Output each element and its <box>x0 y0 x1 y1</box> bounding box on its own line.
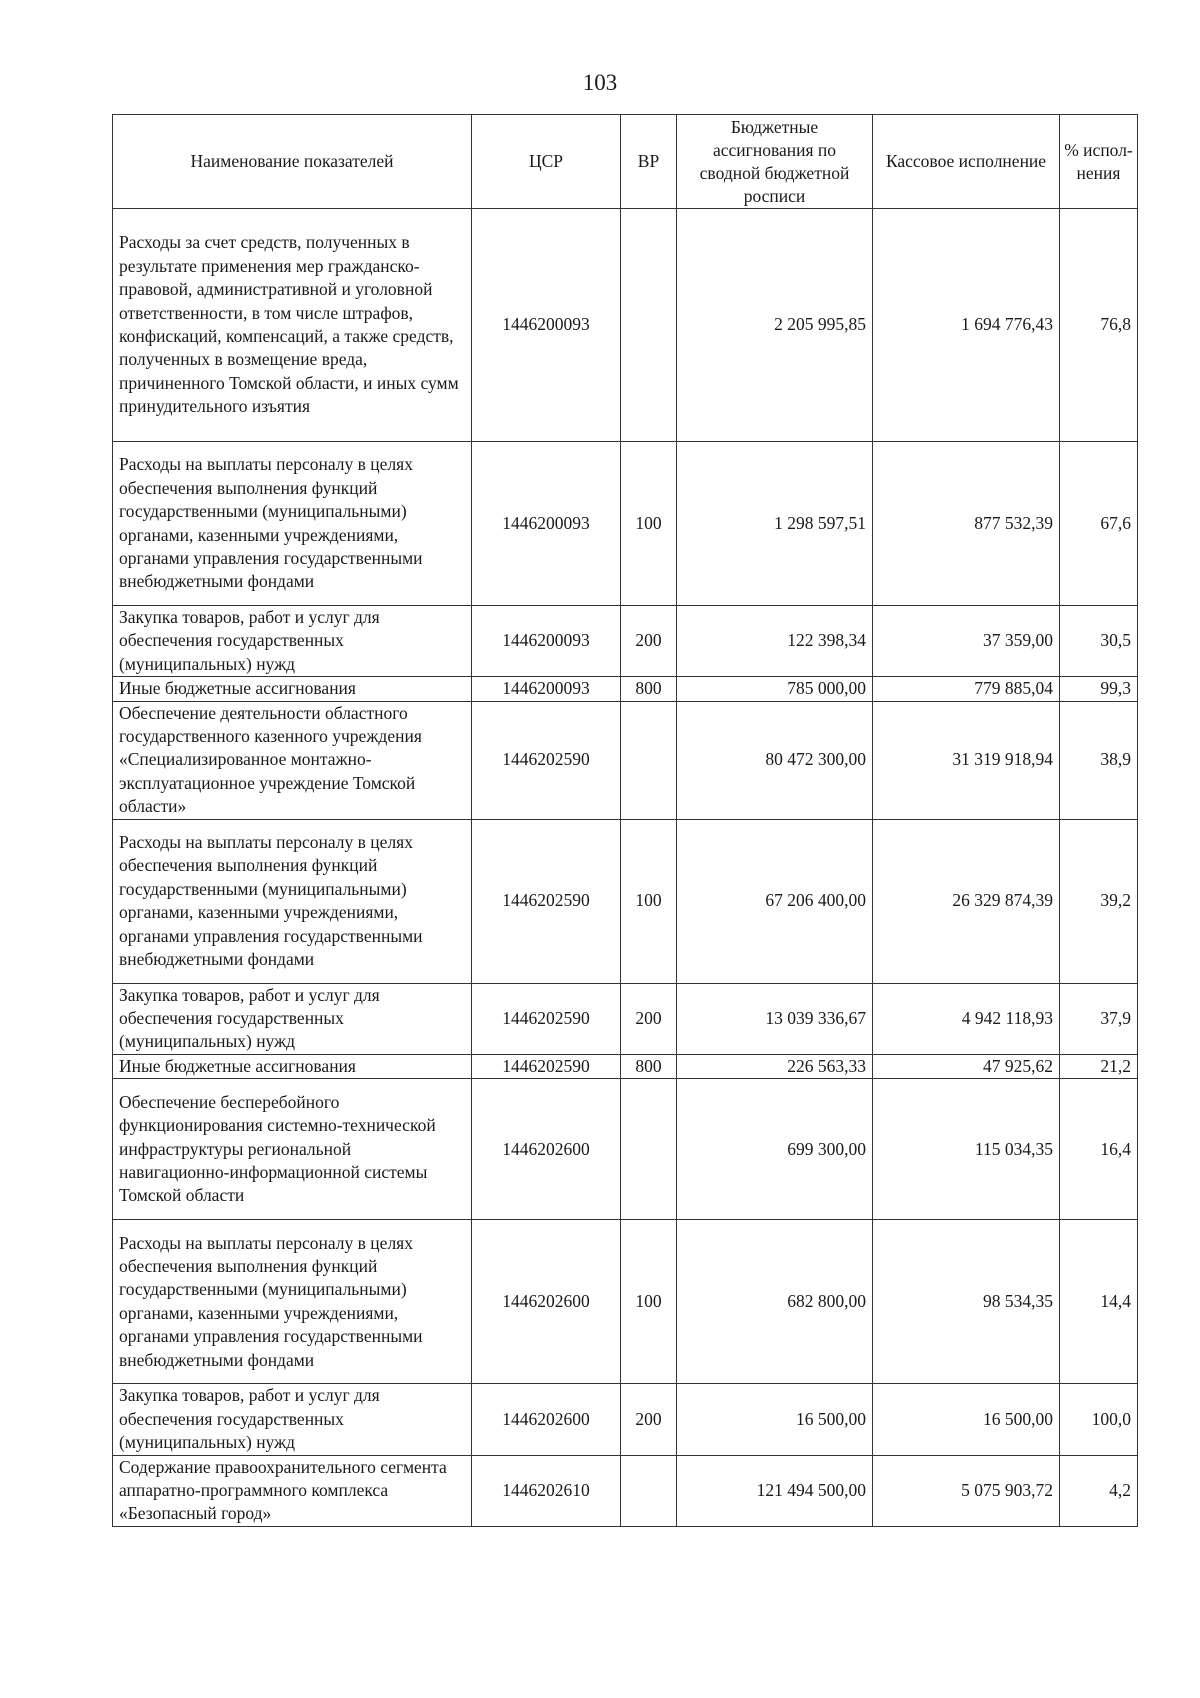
table-row <box>113 819 1138 983</box>
table-row <box>113 606 1138 677</box>
row-budget: 2 205 995,85 <box>677 209 873 442</box>
table-row <box>113 1054 1138 1078</box>
row-csr: 1446202600 <box>472 1079 621 1220</box>
row-csr: 1446200093 <box>472 677 621 701</box>
row-cash: 5 075 903,72 <box>873 1455 1060 1526</box>
row-percent: 39,2 <box>1060 819 1138 983</box>
table-row <box>113 1455 1138 1526</box>
row-vr: 100 <box>621 1220 677 1384</box>
row-name: Расходы на выплаты персоналу в целях обеспечения выполнения функций государственными (муниципальными) органами, казенными учреждениями, органами управления государственными внебюджетными фондами <box>113 1220 472 1384</box>
row-csr: 1446202590 <box>472 819 621 983</box>
table-row <box>113 701 1138 819</box>
row-cash: 1 694 776,43 <box>873 209 1060 442</box>
row-budget: 80 472 300,00 <box>677 701 873 819</box>
row-csr: 1446202590 <box>472 701 621 819</box>
table-row <box>113 209 1138 442</box>
table-row <box>113 1079 1138 1220</box>
row-percent: 21,2 <box>1060 1054 1138 1078</box>
row-budget: 16 500,00 <box>677 1384 873 1455</box>
header-csr: ЦСР <box>472 115 621 209</box>
row-name: Расходы на выплаты персоналу в целях обеспечения выполнения функций государственными (муниципальными) органами, казенными учреждениями, органами управления государственными внебюджетными фондами <box>113 819 472 983</box>
page-number: 103 <box>582 70 618 95</box>
row-vr: 100 <box>621 442 677 606</box>
row-budget: 121 494 500,00 <box>677 1455 873 1526</box>
row-vr: 200 <box>621 1384 677 1455</box>
row-budget: 699 300,00 <box>677 1079 873 1220</box>
row-vr <box>621 1455 677 1526</box>
row-name: Иные бюджетные ассигнования <box>113 677 472 701</box>
row-vr: 800 <box>621 1054 677 1078</box>
row-name: Содержание правоохранительного сегмента аппаратно-программного комплекса «Безопасный город» <box>113 1455 472 1526</box>
row-percent: 14,4 <box>1060 1220 1138 1384</box>
row-cash: 877 532,39 <box>873 442 1060 606</box>
header-name: Наименование показателей <box>113 115 472 209</box>
table-row <box>113 1220 1138 1384</box>
row-cash: 37 359,00 <box>873 606 1060 677</box>
header-vr: ВР <box>621 115 677 209</box>
row-cash: 16 500,00 <box>873 1384 1060 1455</box>
row-percent: 16,4 <box>1060 1079 1138 1220</box>
table-row <box>113 983 1138 1054</box>
row-vr: 200 <box>621 983 677 1054</box>
row-csr: 1446200093 <box>472 606 621 677</box>
row-percent: 67,6 <box>1060 442 1138 606</box>
row-budget: 226 563,33 <box>677 1054 873 1078</box>
row-percent: 76,8 <box>1060 209 1138 442</box>
table-header-row <box>113 115 1138 209</box>
row-csr: 1446202610 <box>472 1455 621 1526</box>
table-row <box>113 442 1138 606</box>
row-csr: 1446202590 <box>472 1054 621 1078</box>
row-csr: 1446200093 <box>472 209 621 442</box>
row-percent: 99,3 <box>1060 677 1138 701</box>
row-csr: 1446202600 <box>472 1384 621 1455</box>
budget-execution-table <box>112 114 1138 1527</box>
row-percent: 38,9 <box>1060 701 1138 819</box>
table-row <box>113 1384 1138 1455</box>
row-vr: 800 <box>621 677 677 701</box>
row-cash: 26 329 874,39 <box>873 819 1060 983</box>
row-budget: 13 039 336,67 <box>677 983 873 1054</box>
row-budget: 682 800,00 <box>677 1220 873 1384</box>
row-cash: 4 942 118,93 <box>873 983 1060 1054</box>
row-percent: 37,9 <box>1060 983 1138 1054</box>
row-cash: 98 534,35 <box>873 1220 1060 1384</box>
row-cash: 31 319 918,94 <box>873 701 1060 819</box>
row-vr <box>621 209 677 442</box>
header-percent: % испол-нения <box>1060 115 1138 209</box>
row-name: Расходы за счет средств, полученных в результате применения мер гражданско-правовой, административной и уголовной ответственности, в том числе штрафов, конфискаций, компенсаций, а также средств, полученных в возмещение вреда, причиненного Томской области, и иных сумм принудительного изъятия <box>113 209 472 442</box>
row-budget: 67 206 400,00 <box>677 819 873 983</box>
row-name: Закупка товаров, работ и услуг для обеспечения государственных (муниципальных) нужд <box>113 1384 472 1455</box>
row-vr: 100 <box>621 819 677 983</box>
row-vr: 200 <box>621 606 677 677</box>
row-cash: 115 034,35 <box>873 1079 1060 1220</box>
row-cash: 779 885,04 <box>873 677 1060 701</box>
row-csr: 1446202600 <box>472 1220 621 1384</box>
row-vr <box>621 701 677 819</box>
row-name: Закупка товаров, работ и услуг для обеспечения государственных (муниципальных) нужд <box>113 983 472 1054</box>
row-name: Обеспечение деятельности областного государственного казенного учреждения «Специализированное монтажно-эксплуатационное учреждение Томской области» <box>113 701 472 819</box>
row-percent: 4,2 <box>1060 1455 1138 1526</box>
row-budget: 1 298 597,51 <box>677 442 873 606</box>
row-budget: 122 398,34 <box>677 606 873 677</box>
row-csr: 1446202590 <box>472 983 621 1054</box>
row-percent: 30,5 <box>1060 606 1138 677</box>
row-name: Закупка товаров, работ и услуг для обеспечения государственных (муниципальных) нужд <box>113 606 472 677</box>
row-csr: 1446200093 <box>472 442 621 606</box>
table-row <box>113 677 1138 701</box>
header-cash: Кассовое исполнение <box>873 115 1060 209</box>
row-vr <box>621 1079 677 1220</box>
row-budget: 785 000,00 <box>677 677 873 701</box>
row-name: Иные бюджетные ассигнования <box>113 1054 472 1078</box>
row-percent: 100,0 <box>1060 1384 1138 1455</box>
row-name: Обеспечение бесперебойного функционирования системно-технической инфраструктуры региональной навигационно-информационной системы Томской области <box>113 1079 472 1220</box>
row-cash: 47 925,62 <box>873 1054 1060 1078</box>
row-name: Расходы на выплаты персоналу в целях обеспечения выполнения функций государственными (муниципальными) органами, казенными учреждениями, органами управления государственными внебюджетными фондами <box>113 442 472 606</box>
header-budget: Бюджетные ассигнования по сводной бюджетной росписи <box>677 115 873 209</box>
